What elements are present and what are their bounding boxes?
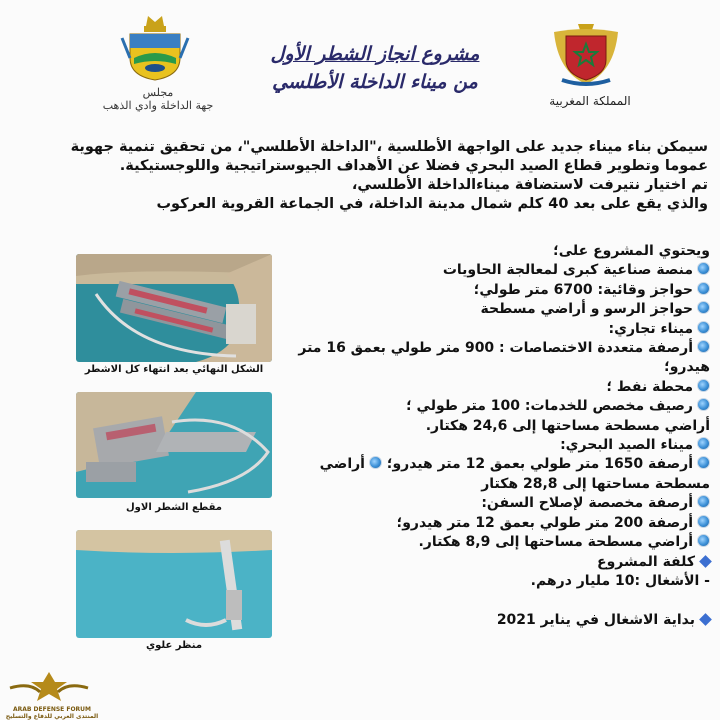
kingdom-coat-of-arms-icon <box>548 22 624 88</box>
list-item <box>282 436 710 455</box>
list-item <box>282 261 710 280</box>
list-item <box>282 339 710 358</box>
bullet-icon <box>697 398 710 411</box>
bullet-icon <box>697 301 710 314</box>
intro-line: عموما وتطوير قطاع الصيد البحري فضلا عن الأهداف الجيوستراتيجية واللوجستيكية. <box>119 158 708 174</box>
bullet-icon <box>697 340 710 353</box>
list-item <box>282 553 710 572</box>
title-line1: مشروع انجاز الشطر الأول <box>270 43 480 65</box>
port-first-phase-image <box>76 392 272 498</box>
list-item <box>282 378 710 397</box>
list-item <box>282 320 710 339</box>
list-item-text: أرصفة 200 متر طولي بعمق 12 متر هيدرو؛ <box>396 514 693 531</box>
page-title <box>260 40 490 96</box>
bullet-icon <box>697 456 710 469</box>
bullet-icon <box>697 515 710 528</box>
region-emblem-icon <box>120 14 190 84</box>
list-item-text: ميناء تجاري: <box>608 320 693 337</box>
list-item-text: كلفة المشروع <box>597 553 695 570</box>
image-caption-first-phase: مقطع الشطر الاول <box>125 502 222 513</box>
council-caption-line1: مجلس <box>142 86 174 99</box>
watermark-name: ARAB DEFENSE FORUM <box>12 706 92 713</box>
list-item <box>282 455 710 474</box>
bullet-icon <box>697 282 710 295</box>
list-item-text: حواجز الرسو و أراضي مسطحة <box>480 301 693 318</box>
list-item <box>282 533 710 552</box>
bullet-icon <box>697 437 710 450</box>
intro-line: سيمكن بناء ميناء جديد على الواجهة الأطلسية ،"الداخلة الأطلسي"، من تحقيق تنمية جهوية <box>70 139 708 155</box>
bullet-icon <box>369 456 382 469</box>
list-item <box>282 397 710 416</box>
list-item <box>282 300 710 319</box>
bullet-icon <box>697 321 710 334</box>
list-item-text: أرصفة 1650 متر طولي بعمق 12 متر هيدرو؛ <box>386 456 693 473</box>
bullet-icon <box>697 495 710 508</box>
list-item-text: أراضي مسطحة مساحتها إلى 8,9 هكتار. <box>418 534 693 551</box>
list-item <box>282 514 710 533</box>
intro-paragraph <box>20 138 708 214</box>
list-item-text: رصيف مخصص للخدمات: 100 متر طولي ؛ <box>406 398 693 415</box>
diamond-bullet-icon <box>699 555 712 568</box>
intro-line: تم اختيار نتيرفت لاستضافة ميناءالداخلة الأطلسي، <box>351 177 708 193</box>
list-item-continuation: هيدرو؛ <box>664 359 710 376</box>
bullet-icon <box>697 262 710 275</box>
bullet-icon <box>697 534 710 547</box>
list-item-text: حواجز وقائية: 6700 متر طولي؛ <box>473 281 693 298</box>
image-caption-final: الشكل النهائي بعد انتهاء كل الاشطر <box>84 364 264 375</box>
list-item-text: أرصفة متعددة الاختصاصات : 900 متر طولي بعمق 16 متر <box>298 340 693 357</box>
list-item-continuation: مسطحة مساحتها إلى 28,8 هكتار <box>481 475 710 492</box>
port-final-rendering-image <box>76 254 272 362</box>
list-item-text: أرصفة مخصصة لإصلاح السفن: <box>481 495 693 512</box>
intro-line: والذي يقع على بعد 40 كلم شمال مدينة الداخلة، في الجماعة القروية العركوب <box>156 196 708 212</box>
watermark-subtitle: المنتدى العربي للدفاع والتسليح <box>5 713 99 720</box>
list-item <box>282 281 710 300</box>
diamond-bullet-icon <box>699 613 712 626</box>
kingdom-caption: المملكة المغربية <box>549 94 631 108</box>
council-caption-line2: جهة الداخلة وادي الذهب <box>102 99 214 112</box>
council-caption <box>88 86 228 112</box>
watermark-text <box>2 706 102 720</box>
list-item-text: ميناء الصيد البحري: <box>560 437 693 454</box>
list-item-text: محطة نفط ؛ <box>606 378 693 395</box>
list-heading: ويحتوي المشروع على؛ <box>553 243 710 259</box>
title-line2: من ميناء الداخلة الأطلسي <box>272 71 478 93</box>
image-caption-aerial: منظر علوي <box>145 640 203 651</box>
list-item-text: أراضي <box>319 456 365 473</box>
list-item <box>282 494 710 513</box>
list-item <box>282 611 710 630</box>
project-contents-list <box>282 242 710 631</box>
bullet-icon <box>697 379 710 392</box>
list-item-continuation: أراضي مسطحة مساحتها إلى 24,6 هكتار. <box>425 417 710 434</box>
list-item-continuation: - الأشغال :10 مليار درهم. <box>530 572 710 589</box>
list-item-text: بداية الاشغال في يناير 2021 <box>496 612 695 629</box>
port-aerial-view-image <box>76 530 272 638</box>
list-item-text: منصة صناعية كبرى لمعالجة الحاويات <box>442 262 693 279</box>
